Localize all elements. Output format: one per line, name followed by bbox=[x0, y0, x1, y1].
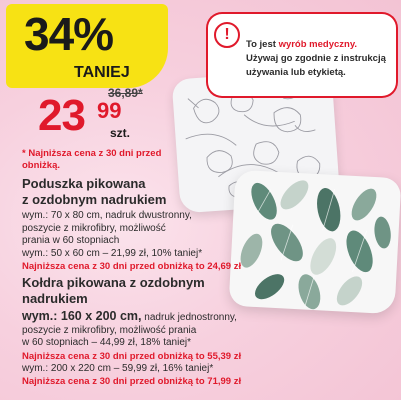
product1-desc-line1: wym.: 70 x 80 cm, nadruk dwustronny, bbox=[22, 210, 192, 221]
notice-line2: Używaj go zgodnie z instrukcją bbox=[246, 53, 386, 64]
product2-desc-line2: poszycie z mikrofibry, możliwość prania bbox=[22, 324, 197, 336]
price-integer: 23 bbox=[38, 91, 85, 140]
product1-description bbox=[22, 210, 202, 260]
product2-variant: wym.: 200 x 220 cm – 59,99 zł, 16% taniej* bbox=[22, 363, 214, 374]
old-price: 36,89* bbox=[108, 86, 143, 100]
discount-percent: 34% bbox=[24, 8, 114, 60]
notice-line1: To jest bbox=[246, 39, 279, 50]
leaf-pattern bbox=[229, 170, 401, 315]
product1-variant: wym.: 50 x 60 cm – 21,99 zł, 10% taniej* bbox=[22, 247, 203, 259]
product1-title-line1: Poduszka pikowana bbox=[22, 176, 146, 191]
product2-title-line1: Kołdra pikowana z ozdobnym bbox=[22, 275, 205, 290]
product2-desc-line1: nadruk jednostronny, bbox=[141, 312, 237, 323]
product1-title-line2: z ozdobnym nadrukiem bbox=[22, 192, 167, 207]
exclamation-icon: ! bbox=[214, 22, 240, 48]
lowest-price-note: * Najniższa cena z 30 dni przed obniżką. bbox=[22, 148, 162, 171]
discount-label: TANIEJ bbox=[74, 64, 130, 81]
discount-badge bbox=[6, 4, 168, 88]
notice-line3: używania lub etykietą. bbox=[246, 67, 346, 78]
product1-desc-line3: prania w 60 stopniach bbox=[22, 235, 120, 246]
product1-title bbox=[22, 176, 166, 208]
product2-title bbox=[22, 275, 205, 307]
product2-desc-line3: w 60 stopniach – 44,99 zł, 18% taniej* bbox=[22, 337, 191, 348]
price-decimals: 99 bbox=[97, 98, 122, 123]
product2-size: wym.: 160 x 200 cm, bbox=[22, 309, 142, 323]
product2-title-line2: nadrukiem bbox=[22, 291, 88, 306]
leaf-pillow-image bbox=[229, 170, 401, 315]
product1-lowest-price: Najniższa cena z 30 dni przed obniżką to 24,69 zł bbox=[22, 261, 242, 272]
product2-lowest-price-1: Najniższa cena z 30 dni przed obniżką to 55,39 zł bbox=[22, 351, 242, 362]
product2-lowest-price-2: Najniższa cena z 30 dni przed obniżką to 71,99 zł bbox=[22, 376, 242, 387]
notice-highlight: wyrób medyczny. bbox=[278, 39, 358, 50]
product1-desc-line2: poszycie z mikrofibry, możliwość bbox=[22, 222, 166, 234]
product2-description bbox=[22, 310, 237, 350]
price-unit: szt. bbox=[110, 126, 131, 140]
medical-device-text bbox=[246, 38, 394, 80]
